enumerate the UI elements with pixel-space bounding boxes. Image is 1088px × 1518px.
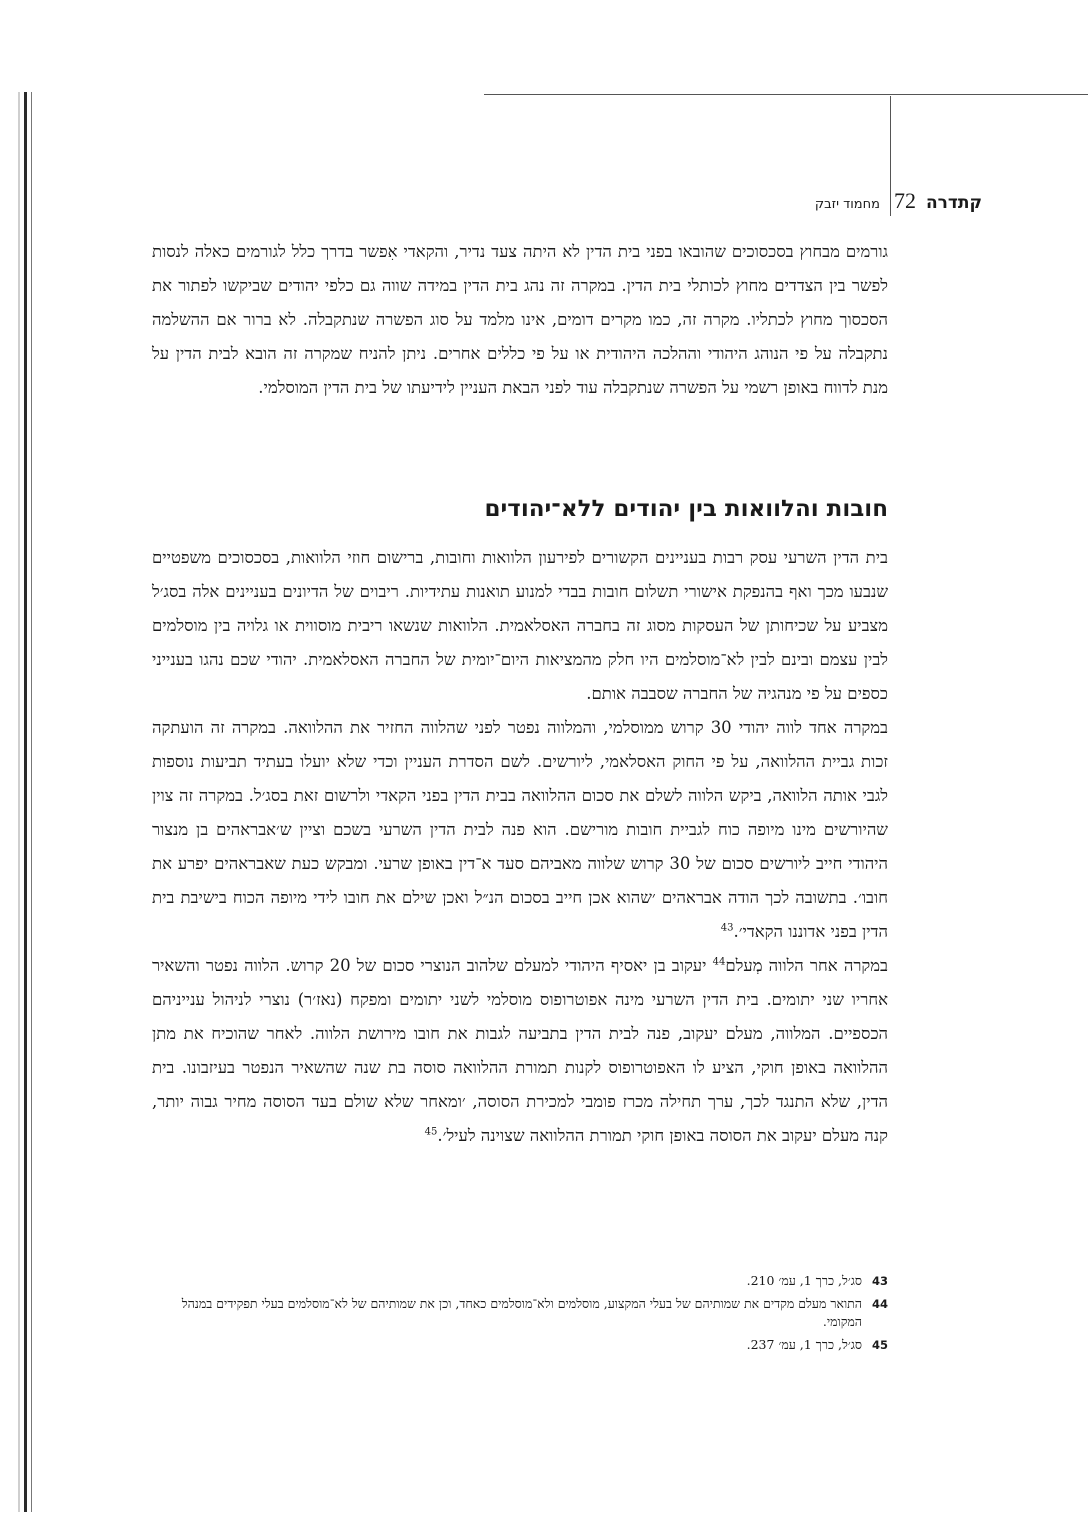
journal-title: קתדרה (925, 193, 982, 213)
page-number: 72 (893, 188, 916, 213)
paragraph: במקרה אחר הלווה מְעלם$^{44}$ יעקוב בן יאסיף היהודי למעלם שלהוב הנוצרי סכום של 20 קרוש. הלווה נפטר והשאיר אחריו שני יתומים. בית הדין השרעי מינה אפוטרופוס מוסלמי לשני יתומים ומפקח (נאז׳ר) נוצרי לניהול ענייניהם הכספיים. המלווה, מעלם יעקוב, פנה לבית הדין בתביעה לגבות את חובו מירושת הלווה. לאחר שהוכיח את מתן ההלוואה באופן חוקי, הציע לו האפוטרופוס לקנות תמורת ההלוואה סוסה בת שנה שהשאיר הנפטר בעיזבונו. בית הדין, שלא התנגד לכך, ערך תחילה מכרז פומבי למכירת הסוסה, ׳ומאחר שלא שולם בעד הסוסה מחיר גבוה יותר, קנה מעלם יעקוב את הסוסה באופן חוקי תמורת ההלוואה שצוינה לעיל׳.$^{45}$ (152, 956, 888, 1145)
binding-shadow (18, 92, 20, 1512)
running-head (815, 188, 982, 214)
binding-edge (24, 92, 27, 1512)
running-head-author: מחמוד יזבק (814, 197, 880, 212)
footnote-ref[interactable]: 45 (424, 1126, 438, 1138)
footnote-text: סג׳ל, כרך 1, עמ׳ 210. (746, 1273, 862, 1288)
footnotes (150, 1272, 888, 1359)
footnote-number: 44 (871, 1297, 888, 1311)
continuation-text (152, 235, 888, 405)
section-heading: חובות והלוואות בין יהודים ללא־יהודים (484, 496, 888, 522)
footnote-number: 45 (871, 1338, 888, 1352)
section-body (152, 541, 888, 1153)
binding-inner-line (31, 92, 32, 1512)
footnote-ref[interactable]: 43 (720, 922, 734, 934)
footnote-ref[interactable]: 44 (712, 956, 726, 968)
footnote (150, 1272, 888, 1290)
footnote (150, 1336, 888, 1354)
footnote-text: סג׳ל, כרך 1, עמ׳ 237. (746, 1337, 862, 1352)
footnote-number: 43 (871, 1274, 888, 1288)
paragraph: בית הדין השרעי עסק רבות בעניינים הקשורים לפירעון הלוואות וחובות, ברישום חוזי הלוואות, בסכסוכים משפטיים שנבעו מכך ואף בהנפקת אישורי תשלום חובות בבדי למנוע תואנות עתידיות. ריבוים של הדיונים בעניינים אלה בסג׳ל מצביע על שכיחותן של העסקות מסוג זה בחברה האסלאמית. הלוואות שנשאו ריבית מוסווית או גלויה בין מוסלמים לבין עצמם ובינם לבין לא־מוסלמים היו חלק מהמציאות היום־יומית של החברה האסלאמית. יהודי שכם נהגו בענייני כספים על פי מנהגיה של החברה שסבבה אותם. (152, 548, 888, 703)
paragraph: גורמים מבחוץ בסכסוכים שהובאו בפני בית הדין לא היתה צעד נדיר, והקאדי אִפשר בדרך כלל לגורמים כאלה לנסות לפשר בין הצדדים מחוץ לכותלי בית הדין. במקרה זה נהג בית הדין במידה שווה גם כלפי יהודים שביקשו לפתור את הסכסוך מחוץ לכתליו. מקרה זה, כמו מקרים דומים, אינו מלמד על סוג הפשרה שנתקבלה. לא ברור אם ההשלמה נתקבלה על פי הנוהג היהודי וההלכה היהודית או על פי כללים אחרים. ניתן להניח שמקרה זה הובא לבית הדין על מנת לדווח באופן רשמי על הפשרה שנתקבלה עוד לפני הבאת העניין לידיעתו של בית הדין המוסלמי. (152, 242, 889, 397)
footnote (150, 1295, 888, 1331)
paragraph: במקרה אחד לווה יהודי 30 קרוש ממוסלמי, והמלווה נפטר לפני שהלווה החזיר את ההלוואה. במקרה זה הועתקה זכות גביית ההלוואה, על פי החוק האסלאמי, ליורשים. לשם הסדרת העניין וכדי שלא יועלו בעתיד תביעות נוספות לגבי אותה הלוואה, ביקש הלווה לשלם את סכום ההלוואה בבית הדין בפני הקאדי ולרשום זאת בסג׳ל. במקרה זה צוין שהיורשים מינו מיופה כוח לגביית חובות מורישם. הוא פנה לבית הדין השרעי בשכם וציין ש׳אבראהים בן מנצור היהודי חייב ליורשים סכום של 30 קרוש שלווה מאביהם סעד א־דין באופן שרעי. ומבקש כעת שאבראהים יפרע את חובו׳. בתשובה לכך הודה אבראהים ׳שהוא אכן חייב בסכום הנ״ל ואכן שילם את חובו לידי מיופה הכוח בישיבת בית הדין בפני אדוננו הקאדי׳.$^{43}$ (152, 718, 889, 941)
footnote-text: התואר מעלם מקדים את שמותיהם של בעלי המקצוע, מוסלמים ולא־מוסלמים כאחד, וכן את שמותיהם של לא־מוסלמים בעלי תפקידים במנהל המקומי. (181, 1296, 862, 1329)
header-rule (484, 94, 1088, 95)
